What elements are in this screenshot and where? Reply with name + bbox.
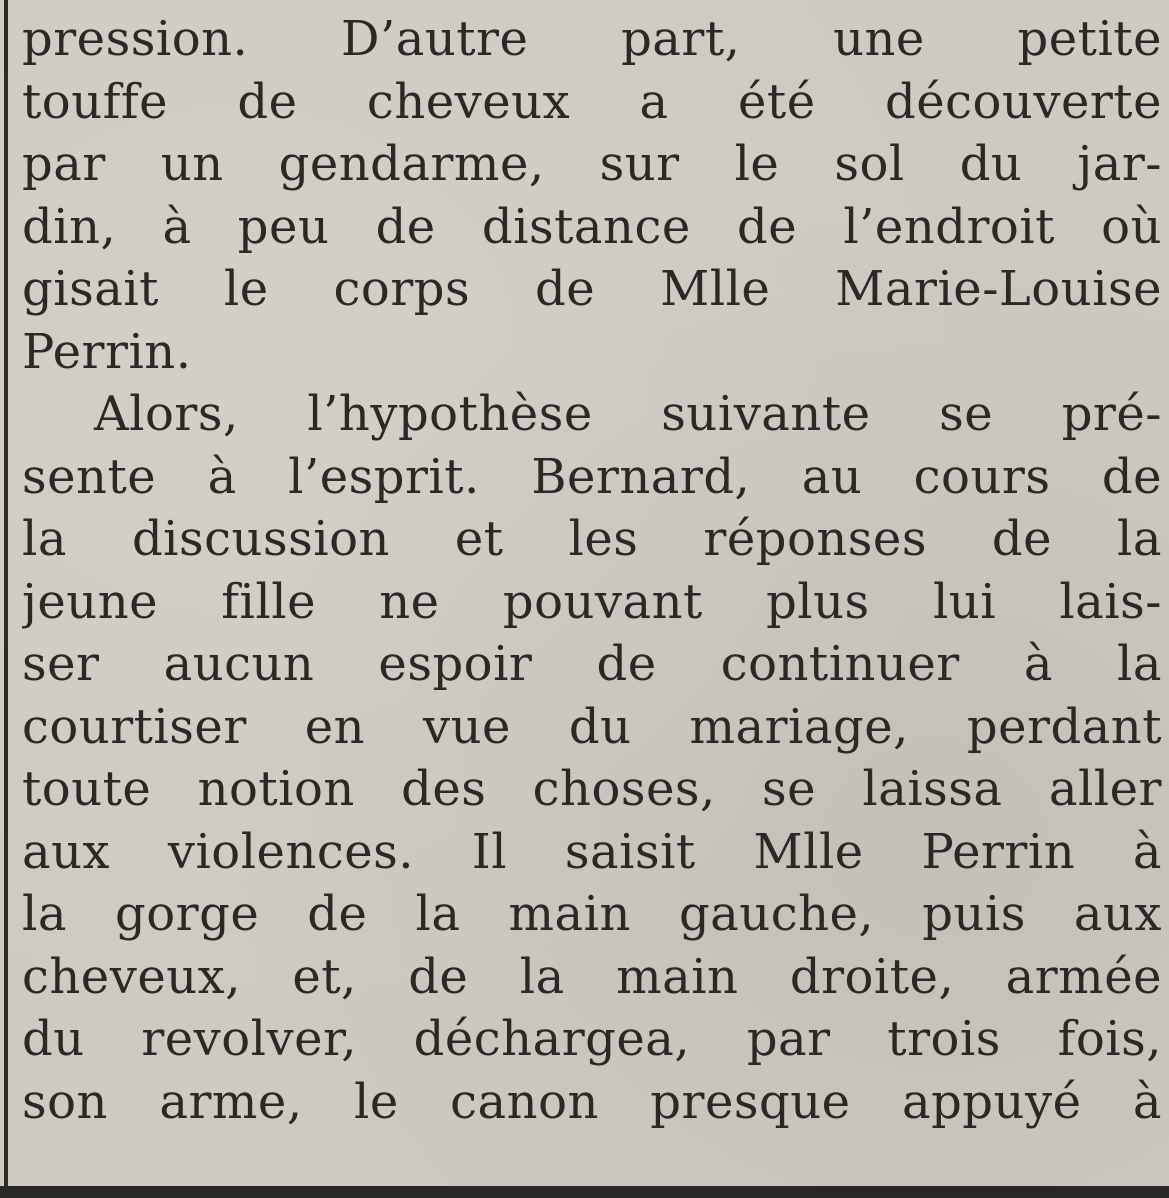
text-line: du revolver, déchargea, par trois fois, — [22, 1011, 1162, 1067]
text-line: par un gendarme, sur le sol du jar- — [22, 136, 1162, 192]
text-line: sente à l’esprit. Bernard, au cours de — [22, 448, 1162, 505]
text-line: din, à peu de distance de l’endroit où — [22, 198, 1162, 255]
column-rule — [4, 0, 8, 1198]
text-line: touffe de cheveux a été découverte — [22, 73, 1162, 130]
text-line: cheveux, et, de la main droite, armée — [22, 948, 1162, 1005]
text-line: la gorge de la main gauche, puis aux — [22, 886, 1162, 942]
text-line: courtiser en vue du mariage, perdant — [22, 698, 1162, 755]
text-line: pression. D’autre part, une petite — [22, 11, 1162, 67]
text-line: ser aucun espoir de continuer à la — [22, 636, 1162, 692]
article-text — [22, 8, 1162, 1133]
paragraph-2 — [22, 383, 1162, 1133]
text-line: toute notion des choses, se laissa aller — [22, 761, 1162, 817]
text-line: son arme, le canon presque appuyé à — [22, 1073, 1162, 1130]
text-line: aux violences. Il saisit Mlle Perrin à — [22, 823, 1162, 880]
text-line: la discussion et les réponses de la — [22, 511, 1162, 567]
text-line: Perrin. — [22, 323, 192, 380]
bottom-rule — [0, 1186, 1169, 1198]
text-line: jeune fille ne pouvant plus lui lais- — [22, 573, 1162, 630]
paragraph-1 — [22, 8, 1162, 383]
text-line: gisait le corps de Mlle Marie-Louise — [22, 261, 1162, 317]
text-line: Alors, l’hypothèse suivante se pré- — [94, 386, 1162, 442]
